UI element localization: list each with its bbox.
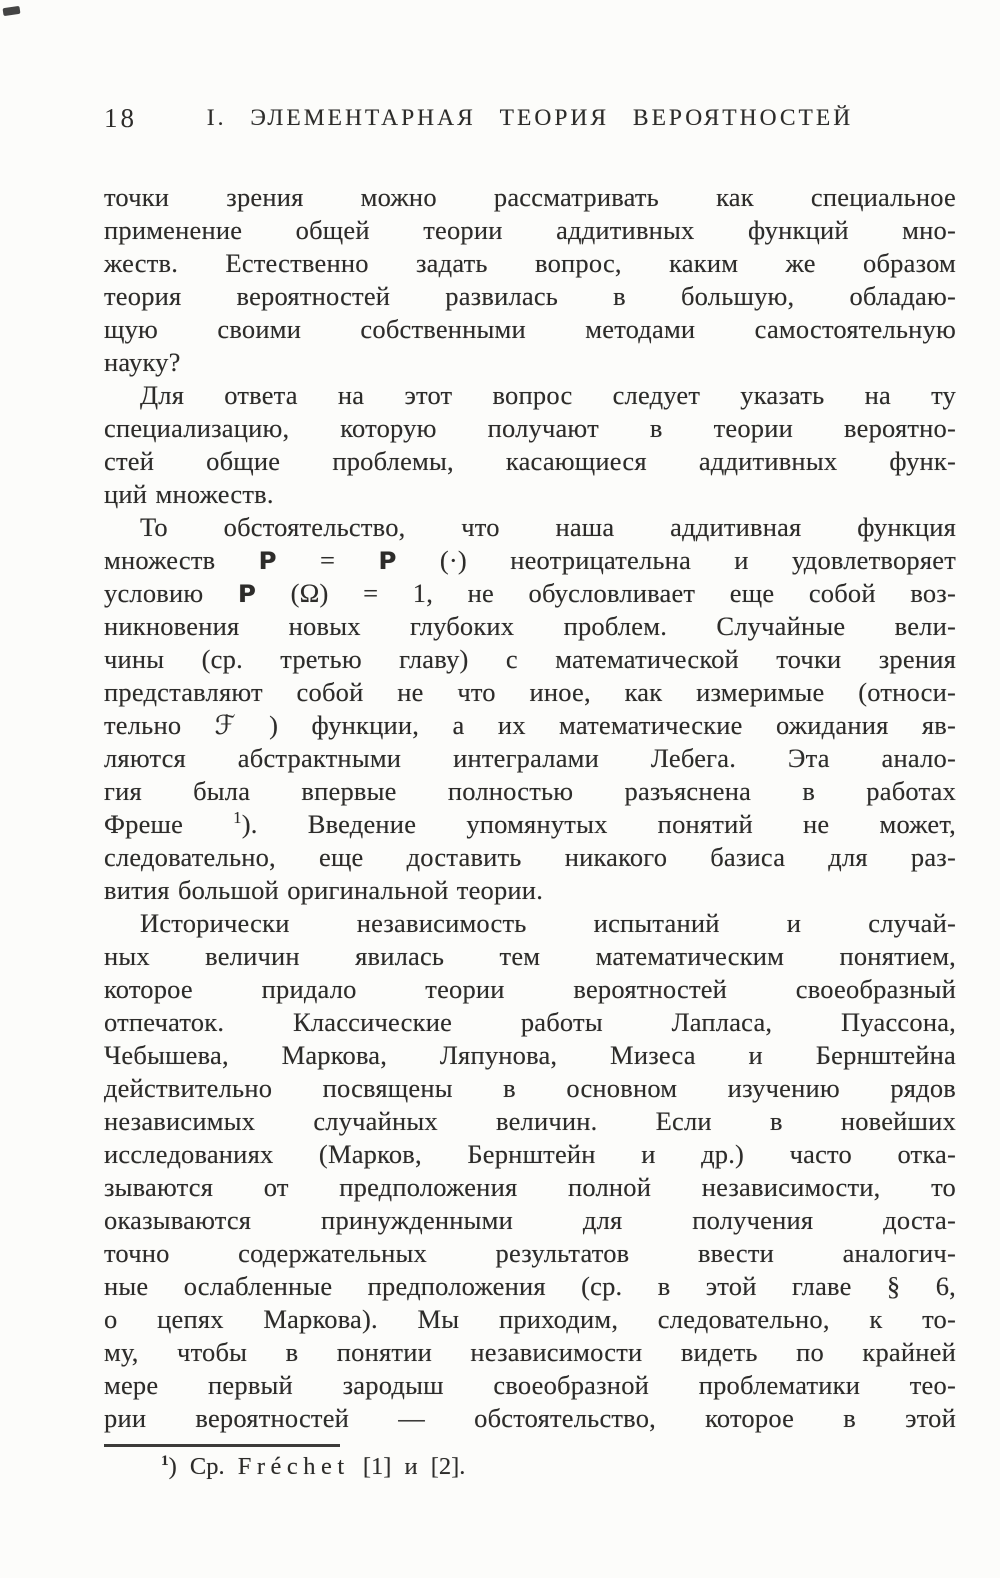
text-line: тельно ℱ ) функции, а их математические ожидания яв- [104,710,956,741]
text-line: специализацию, которую получают в теории вероятно- [104,413,956,443]
text-line: о цепях Маркова). Мы приходим, следовательно, к то- [104,1304,956,1334]
text-line: независимых случайных величин. Если в новейших [104,1106,956,1136]
formula-line: множеств P = P (·) неотрицательна и удовлетворяет [104,545,956,575]
footnote-rule [104,1444,340,1447]
text-line: зываются от предположения полной независимости, то [104,1172,956,1202]
text-line: Чебышева, Маркова, Ляпунова, Мизеса и Бернштейна [104,1040,956,1070]
text-line: жеств. Естественно задать вопрос, каким же образом [104,248,956,278]
page-header [104,101,956,137]
formula-line: условию P (Ω) = 1, не обусловливает еще собой воз- [104,578,957,608]
text-line: теория вероятностей развилась в большую, обладаю- [104,281,956,311]
text-line: никновения новых глубоких проблем. Случайные вели- [104,611,956,641]
text-line: исследованиях (Марков, Бернштейн и др.) часто отка- [104,1139,956,1169]
text-line: следовательно, еще доставить никакого базиса для раз- [104,842,956,872]
page-number: 18 [104,103,137,133]
text-line: му, чтобы в понятии независимости видеть по крайней [104,1337,956,1367]
text-line: вития большой оригинальной теории. [104,875,544,905]
text-line: Для ответа на этот вопрос следует указать на ту [140,380,956,410]
paragraph [104,379,956,511]
text-line: действительно посвящены в основном изучению рядов [104,1073,956,1103]
text-line: Фреше $^1$). Введение упомянутых понятий не может, [104,808,957,839]
text-line: ляются абстрактными интегралами Лебега. Эта анало- [104,743,956,773]
scan-artifact [3,6,21,16]
text-line: точки зрения можно рассматривать как специальное [104,182,956,212]
text-column [104,181,956,1435]
text-line: щую своими собственными методами самостоятельную [104,314,956,344]
paragraph [104,181,956,379]
paragraph [104,907,956,1435]
text-line: оказываются принужденными для получения доста- [104,1205,956,1235]
text-line: чины (ср. третью главу) с математической точки зрения [104,644,956,674]
text-line: которое придало теории вероятностей своеобразный [104,974,956,1004]
text-line: гия была впервые полностью разъяснена в работах [104,776,956,806]
running-title: I. ЭЛЕМЕНТАРНАЯ ТЕОРИЯ ВЕРОЯТНОСТЕЙ [206,105,854,131]
text-line: Исторически независимость испытаний и случай- [140,908,956,938]
footnote-text: $^1$) Ср. Fréchet [1] и [2]. [161,1451,466,1480]
text-line: ций множеств. [104,479,274,509]
text-line: науку? [104,347,181,377]
text-line: мере первый зародыш своеобразной проблематики тео- [104,1370,956,1400]
text-line: ных величин явилась тем математическим понятием, [104,941,956,971]
text-line: рии вероятностей — обстоятельство, которое в этой [104,1403,956,1433]
text-line: применение общей теории аддитивных функций мно- [104,215,956,245]
text-line: отпечаток. Классические работы Лапласа, Пуассона, [104,1007,956,1037]
text-line: точно содержательных результатов ввести аналогич- [104,1238,956,1268]
text-line: представляют собой не что иное, как измеримые (относи- [104,677,956,707]
text-line: стей общие проблемы, касающиеся аддитивных функ- [104,446,956,476]
paragraph [104,511,956,907]
text-line: То обстоятельство, что наша аддитивная функция [140,512,956,542]
text-line: ные ослабленные предположения (ср. в этой главе § 6, [104,1271,956,1301]
